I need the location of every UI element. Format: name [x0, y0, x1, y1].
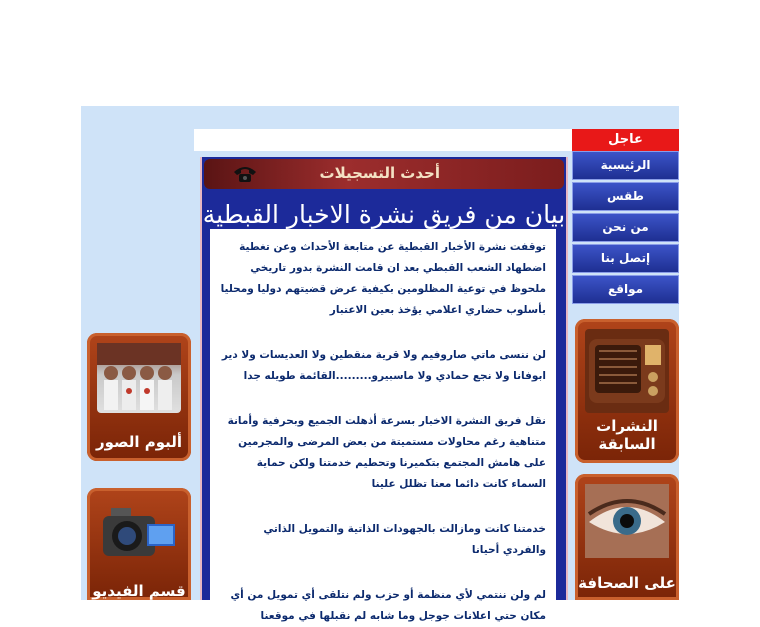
video-section-link[interactable]	[87, 488, 191, 600]
article-body	[210, 229, 556, 622]
previous-bulletins-link[interactable]	[575, 319, 679, 463]
nav-home[interactable]: الرئيسية	[572, 151, 679, 180]
recordings-banner[interactable]	[204, 159, 564, 189]
previous-bulletins-label: النشرات السابقة	[596, 417, 658, 453]
phone-icon	[232, 162, 258, 184]
on-press-label: على الصحافة	[578, 574, 676, 592]
main-content	[200, 157, 568, 622]
photo-album-label: ألبوم الصور	[95, 433, 183, 451]
nav-about[interactable]: من نحن	[572, 213, 679, 242]
nav-weather[interactable]: طقس	[572, 182, 679, 211]
radio-icon	[585, 329, 669, 413]
news-ticker	[194, 129, 572, 151]
eye-image	[585, 484, 669, 558]
urgent-label: عاجل	[572, 129, 679, 151]
video-section-label: قسم الفيديو	[92, 582, 186, 600]
video-camera-icon	[97, 498, 181, 576]
photo-album-link[interactable]	[87, 333, 191, 461]
photo-album-image	[97, 343, 181, 413]
article-headline: بيان من فريق نشرة الاخبار القبطية	[202, 200, 566, 229]
article-paragraph: خدمتنا كانت ومازالت بالجهودات الذاتية والتمويل الذاتي والفردي أحيانا	[263, 523, 546, 556]
nav-contact[interactable]: إتصل بنا	[572, 244, 679, 273]
article-paragraph: نقل فريق النشرة الاخبار بسرعة أذهلت الجميع وبحرفية وأمانة متناهية رغم محاولات مستميتة من بعض المرضى والمجرمين على هامش المجتمع بتكميرنا وتحطيم خدمتنا ولكن حماية السماء كانت دائما معنا تظلل علينا	[227, 415, 546, 490]
on-press-link[interactable]	[575, 474, 679, 600]
article-paragraph: لم ولن ننتمي لأي منظمة أو حزب ولم نتلقى أي تمويل من أي مكان حتي اعلانات جوجل وما شابه لم نقبلها في موقعنا	[230, 589, 546, 622]
article-paragraph: لن ننسى ماتي صاروفيم ولا قرية منقطين ولا العديسات ولا دير ابوفانا ولا نجع حمادي ولا ماسبيرو.........القائمة طويله جدا	[221, 349, 546, 382]
banner-title: أحدث التسجيلات	[319, 164, 440, 182]
nav-sites[interactable]: مواقع	[572, 275, 679, 304]
article-paragraph: توقفت نشرة الأخبار القبطية عن متابعة الأحداث وعن تغطية اضطهاد الشعب القبطي بعد ان قامت النشرة بدور تاريخي ملحوظ في توعية المظلومين بكيفية عرض قضيتهم دوليا ومحليا بأسلوب حضاري اعلامي يؤخذ بعين الاعتبار	[220, 241, 546, 316]
main-nav	[572, 151, 679, 306]
